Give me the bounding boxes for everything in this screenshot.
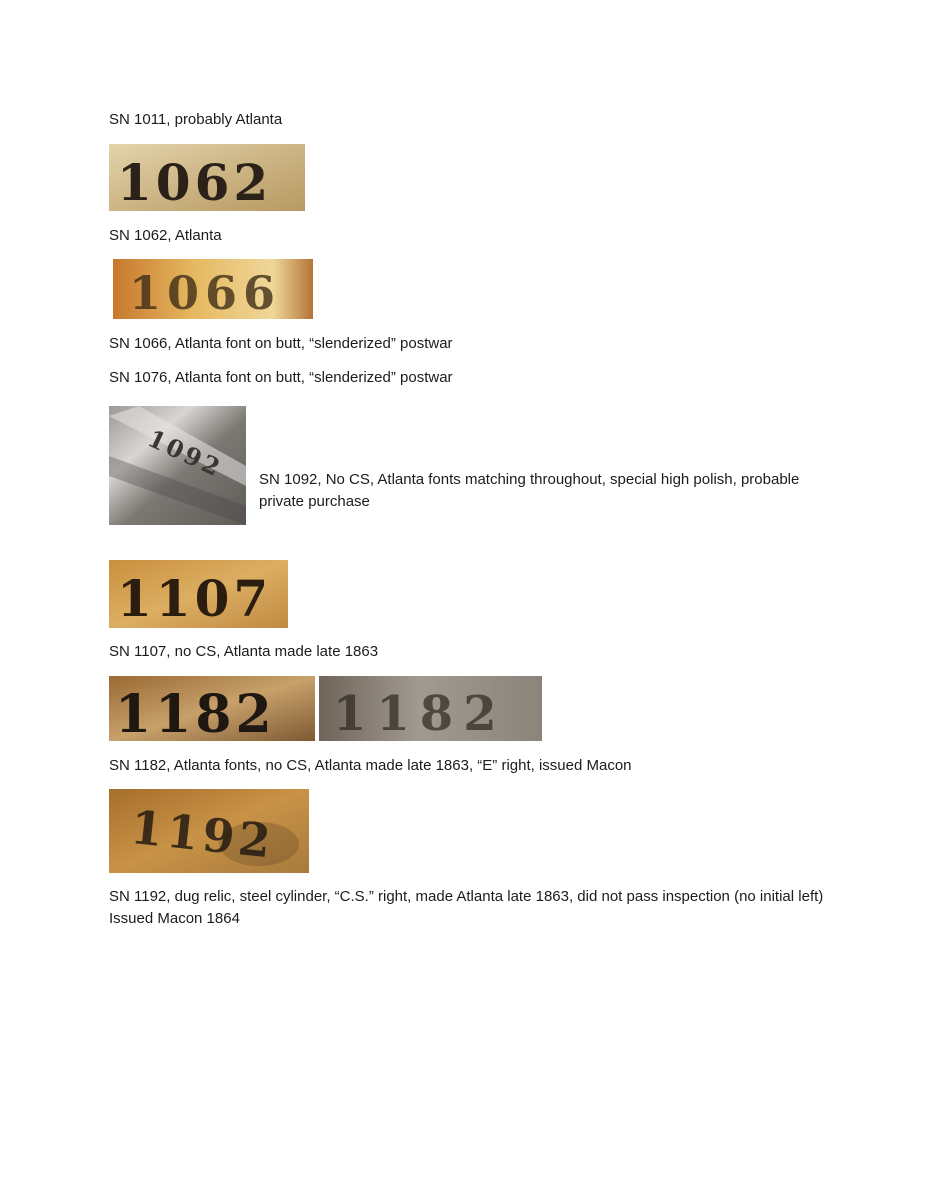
stamp-text: 1066: [129, 266, 282, 319]
caption-sn-1107: SN 1107, no CS, Atlanta made late 1863: [109, 643, 379, 660]
stamp-text: 1107: [117, 569, 273, 628]
caption-sn-1092: SN 1092, No CS, Atlanta fonts matching throughout, special high polish, probable private purchase: [259, 471, 800, 510]
stamp-photo-1182-left: [109, 676, 315, 741]
stamp-photo-1062: [109, 144, 305, 211]
stamp-photo-1192: [109, 789, 309, 873]
stamp-text: 1182: [115, 684, 276, 741]
caption-sn-1192: SN 1192, dug relic, steel cylinder, “C.S.” right, made Atlanta late 1863, did not pass inspection (no initial left) Issued Macon 1864: [109, 888, 824, 927]
caption-sn-1066: SN 1066, Atlanta font on butt, “slenderized” postwar: [109, 335, 453, 352]
stamp-photo-1107: [109, 560, 288, 628]
stamp-photo-1092: [109, 406, 246, 525]
stamp-text: 1182: [333, 686, 507, 741]
stamp-text: 1062: [117, 153, 273, 211]
stamp-photo-1066: [113, 259, 313, 319]
caption-sn-1011: SN 1011, probably Atlanta: [109, 111, 283, 128]
caption-sn-1062: SN 1062, Atlanta: [109, 227, 222, 244]
stamp-photo-1182-right: [319, 676, 542, 741]
caption-sn-1076: SN 1076, Atlanta font on butt, “slenderized” postwar: [109, 369, 453, 386]
stamp-text: 1192: [128, 799, 278, 869]
stamp-text: 1092: [143, 423, 228, 483]
caption-sn-1182: SN 1182, Atlanta fonts, no CS, Atlanta made late 1863, “E” right, issued Macon: [109, 757, 632, 774]
